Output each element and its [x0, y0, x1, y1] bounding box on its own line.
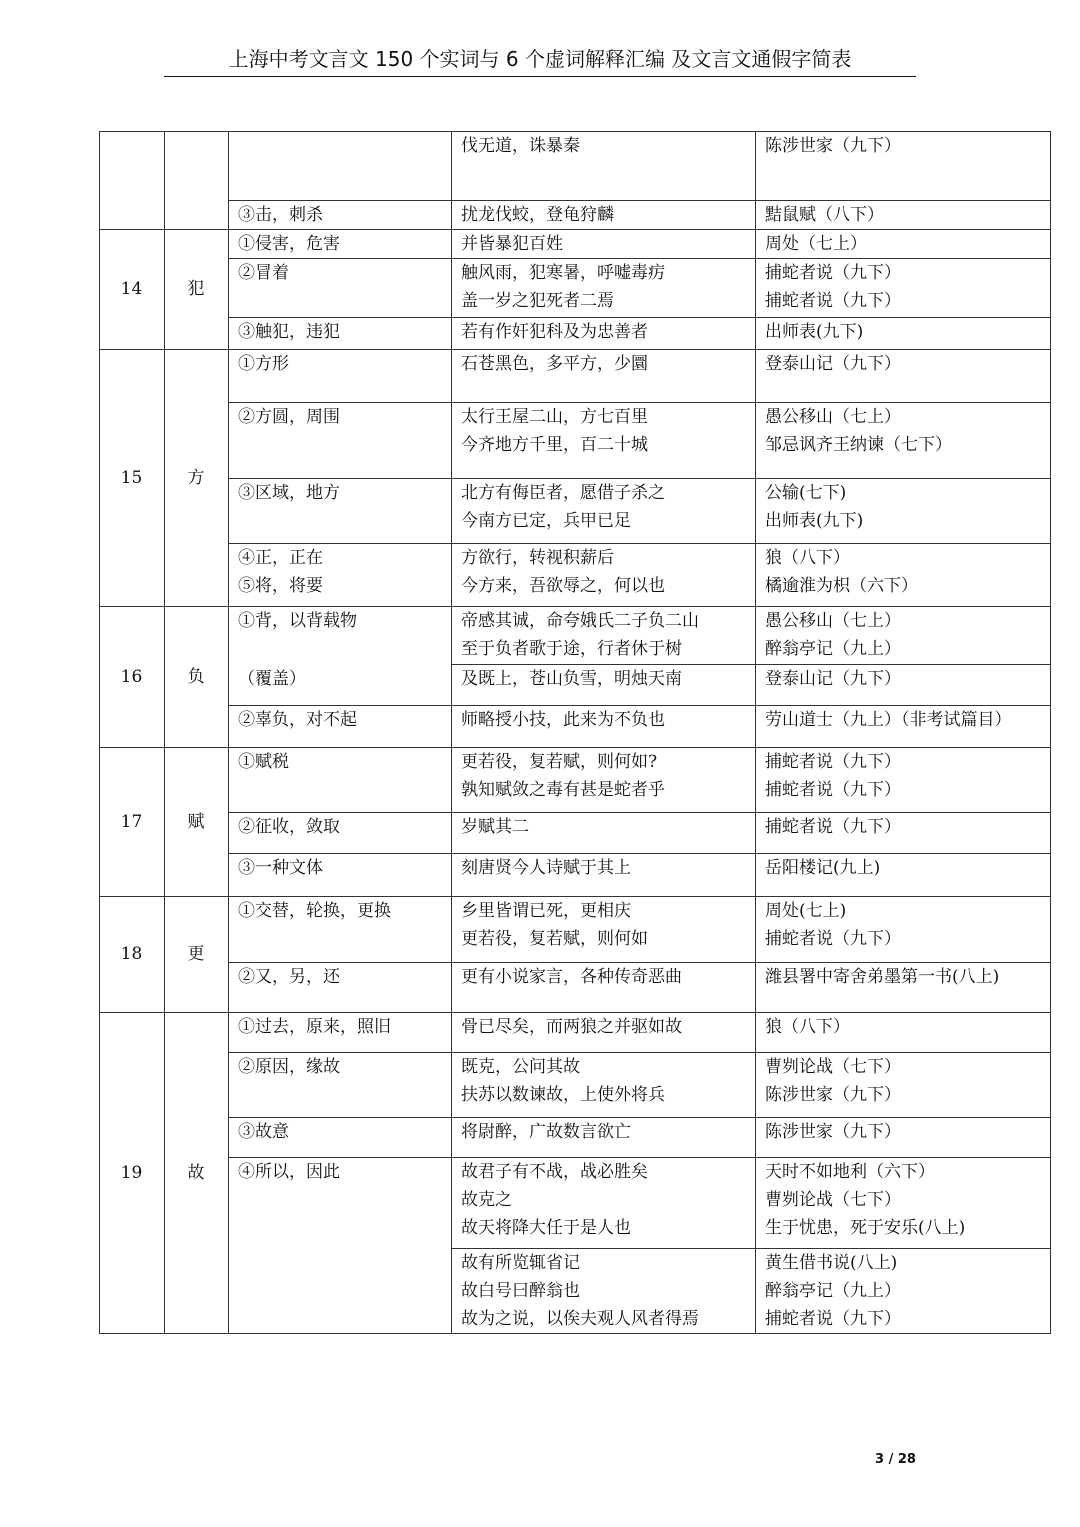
source-text: 醉翁亭记（九上）: [765, 1281, 901, 1301]
example-sentence: 更若役，复若赋，则何如?: [461, 752, 658, 772]
example-sentence: 既克，公问其故: [461, 1057, 580, 1077]
source-text: 登泰山记（九下）: [765, 669, 901, 689]
sense-meaning: ③击，刺杀: [238, 205, 323, 225]
example-sentence: 更有小说家言，各种传奇恶曲: [461, 967, 682, 987]
entry-character: 赋: [187, 811, 205, 832]
entry-number: 14: [120, 279, 143, 299]
example-sentence: 故为之说，以俟夫观人风者得焉: [461, 1309, 699, 1329]
source-text: 捕蛇者说（九下）: [765, 817, 901, 837]
example-sentence: 故白号曰醉翁也: [461, 1281, 580, 1301]
table-vertical-rule: [99, 131, 100, 1334]
source-text: 橘逾淮为枳（六下）: [765, 576, 918, 596]
example-sentence: 伐无道，诛暴秦: [461, 136, 580, 156]
sense-meaning: ③故意: [238, 1122, 289, 1142]
sense-rule: [451, 812, 1051, 813]
sense-meaning: ①侵害，危害: [238, 234, 340, 254]
example-sentence: 今齐地方千里，百二十城: [461, 435, 648, 455]
source-text: 狼（八下）: [765, 548, 850, 568]
example-sentence: 扶苏以数谏故，上使外将兵: [461, 1085, 665, 1105]
example-sentence: 及既上，苍山负雪，明烛天南: [461, 669, 682, 689]
source-text: 出师表(九下): [765, 322, 864, 342]
sense-meaning: ⑤将，将要: [238, 576, 323, 596]
entry-character: 负: [187, 666, 205, 687]
sense-meaning: ①背，以背载物: [238, 611, 357, 631]
entry-character: 方: [187, 467, 205, 488]
entry-character: 犯: [187, 279, 205, 299]
example-sentence: 刻唐贤今人诗赋于其上: [461, 858, 631, 878]
source-text: 捕蛇者说（九下）: [765, 263, 901, 283]
source-text: 黠鼠赋（八下）: [765, 205, 884, 225]
sense-meaning: ③触犯，违犯: [238, 322, 340, 342]
sense-meaning: ①方形: [238, 354, 289, 374]
page-header: 上海中考文言文 150 个实词与 6 个虚词解释汇编 及文言文通假字简表: [164, 42, 916, 77]
source-text: 愚公移山（七上）: [765, 407, 901, 427]
example-sentence: 并皆暴犯百姓: [461, 234, 563, 254]
example-sentence: 故天将降大任于是人也: [461, 1218, 631, 1238]
page-number: 3 / 28: [875, 1452, 916, 1467]
source-text: 周处（七上）: [765, 234, 867, 254]
example-sentence: 若有作奸犯科及为忠善者: [461, 322, 648, 342]
source-text: 天时不如地利（六下）: [765, 1162, 935, 1182]
source-text: 黄生借书说(八上): [765, 1253, 898, 1273]
sense-meaning: ②冒着: [238, 263, 289, 283]
source-text: 捕蛇者说（九下）: [765, 929, 901, 949]
source-text: 陈涉世家（九下）: [765, 1085, 901, 1105]
example-sentence: 帝感其诚，命夸娥氏二子负二山: [461, 611, 699, 631]
example-sentence: 岁赋其二: [461, 817, 529, 837]
sense-meaning: ①赋税: [238, 752, 289, 772]
example-sentence: 骨已尽矣，而两狼之并驱如故: [461, 1017, 682, 1037]
example-sentence: 将尉醉，广故数言欲亡: [461, 1122, 631, 1142]
entry-number: 17: [120, 811, 143, 832]
table-vertical-rule: [451, 131, 452, 1334]
sense-meaning: ③一种文体: [238, 858, 323, 878]
entry-rule: [99, 1333, 1051, 1334]
sense-meaning: ④所以，因此: [238, 1162, 340, 1182]
sense-meaning: ②原因，缘故: [238, 1057, 340, 1077]
source-text: 潍县署中寄舍弟墨第一书(八上): [765, 967, 1000, 987]
example-sentence: 触风雨，犯寒暑，呼嘘毒疠: [461, 263, 665, 283]
entry-character: 故: [187, 1162, 205, 1183]
entry-number: 15: [120, 467, 143, 488]
table-vertical-rule: [228, 131, 229, 1334]
source-text: 捕蛇者说（九下）: [765, 291, 901, 311]
example-sentence: 北方有侮臣者，愿借子杀之: [461, 483, 665, 503]
source-text: 岳阳楼记(九上): [765, 858, 881, 878]
source-text: 邹忌讽齐王纳谏（七下）: [765, 435, 952, 455]
source-text: 曹刿论战（七下）: [765, 1057, 901, 1077]
example-sentence: 扰龙伐蛟，登龟狩麟: [461, 205, 614, 225]
example-sentence: 更若役，复若赋，则何如: [461, 929, 648, 949]
source-text: 生于忧患，死于安乐(八上): [765, 1218, 966, 1238]
entry-number: 16: [120, 666, 143, 687]
sense-meaning: ②征收，敛取: [238, 817, 340, 837]
example-sentence: 乡里皆谓已死，更相庆: [461, 901, 631, 921]
entry-number: 19: [120, 1162, 143, 1183]
source-text: 捕蛇者说（九下）: [765, 780, 901, 800]
sense-meaning: ②又，另，还: [238, 967, 340, 987]
source-text: 出师表(九下): [765, 511, 864, 531]
sense-meaning: （覆盖）: [238, 669, 306, 689]
source-text: 登泰山记（九下）: [765, 354, 901, 374]
example-sentence: 故君子有不战，战必胜矣: [461, 1162, 648, 1182]
sense-meaning: ②辜负，对不起: [238, 710, 357, 730]
sense-meaning: ②方圆，周围: [238, 407, 340, 427]
table-vertical-rule: [755, 131, 756, 1334]
table-vertical-rule: [164, 131, 165, 1334]
source-text: 陈涉世家（九下）: [765, 136, 901, 156]
source-text: 陈涉世家（九下）: [765, 1122, 901, 1142]
example-sentence: 孰知赋敛之毒有甚是蛇者乎: [461, 780, 665, 800]
example-sentence: 故有所览辄省记: [461, 1253, 580, 1273]
example-sentence: 今方来，吾欲辱之，何以也: [461, 576, 665, 596]
source-text: 醉翁亭记（九上）: [765, 639, 901, 659]
example-sentence: 盖一岁之犯死者二焉: [461, 291, 614, 311]
example-sentence: 太行王屋二山，方七百里: [461, 407, 648, 427]
sense-meaning: ④正，正在: [238, 548, 323, 568]
source-text: 周处(七上): [765, 901, 847, 921]
source-text: 捕蛇者说（九下）: [765, 752, 901, 772]
example-sentence: 石苍黑色，多平方，少圜: [461, 354, 648, 374]
source-text: 曹刿论战（七下）: [765, 1190, 901, 1210]
sense-meaning: ①过去，原来，照旧: [238, 1017, 391, 1037]
entry-character: 更: [187, 944, 205, 964]
example-sentence: 今南方已定，兵甲已足: [461, 511, 631, 531]
example-sentence: 故克之: [461, 1190, 512, 1210]
example-sentence: 师略授小技，此来为不负也: [461, 710, 665, 730]
example-sentence: 至于负者歌于途，行者休于树: [461, 639, 682, 659]
example-sentence: 方欲行，转视积薪后: [461, 548, 614, 568]
source-text: 捕蛇者说（九下）: [765, 1309, 901, 1329]
table-vertical-rule: [1050, 131, 1051, 1334]
sense-meaning: ①交替，轮换，更换: [238, 901, 391, 921]
source-text: 劳山道士（九上）（非考试篇目）: [765, 710, 1012, 730]
sense-meaning: ③区域，地方: [238, 483, 340, 503]
source-text: 狼（八下）: [765, 1017, 850, 1037]
entry-number: 18: [120, 944, 143, 964]
source-text: 愚公移山（七上）: [765, 611, 901, 631]
source-text: 公输(七下): [765, 483, 847, 503]
